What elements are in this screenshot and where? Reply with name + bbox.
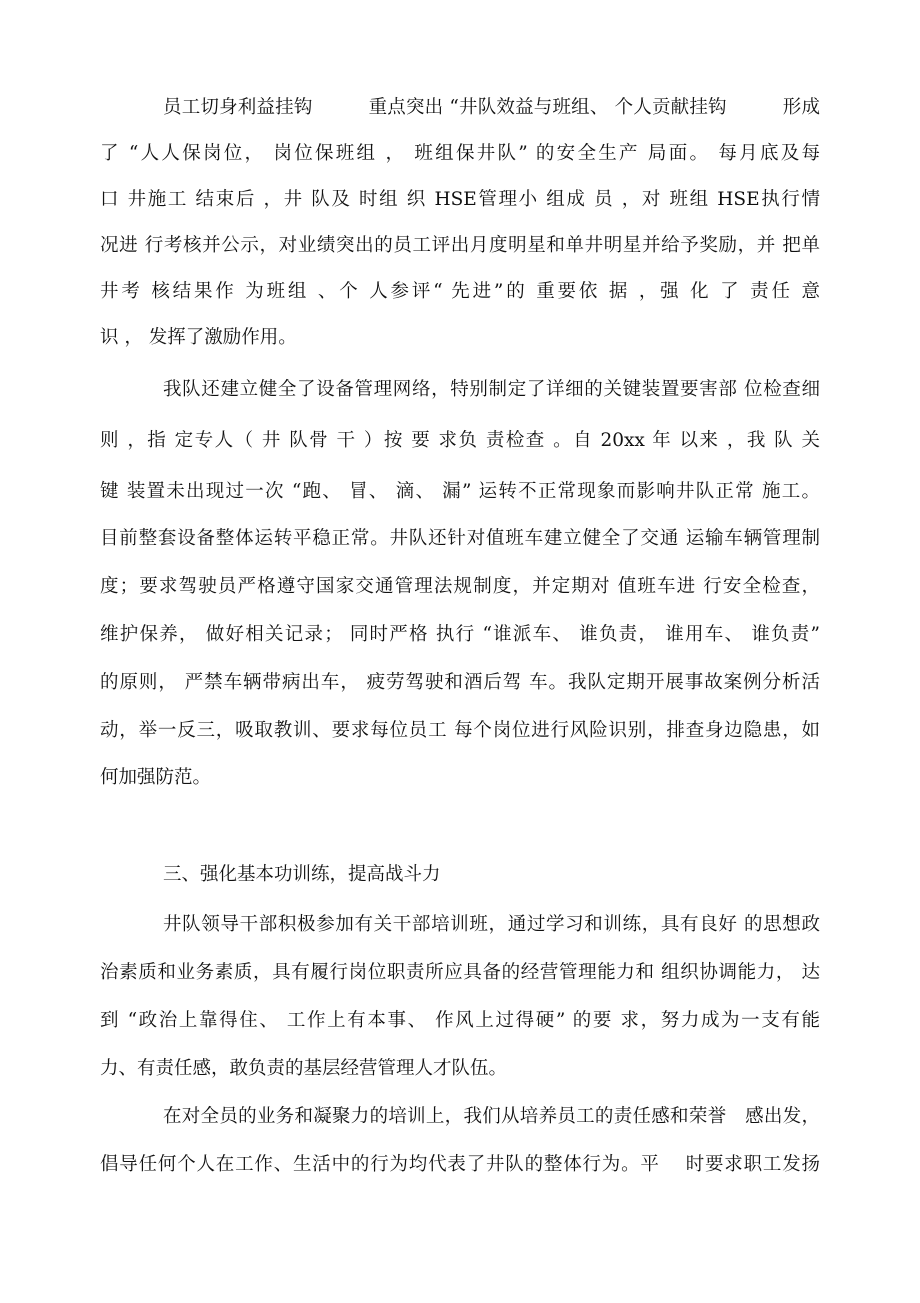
- section-heading: 三、强化基本功训练，提高战斗力: [163, 864, 441, 885]
- paragraph-3-line-4: 力、有责任感，敢负责的基层经营管理人才队伍。: [100, 1058, 508, 1079]
- paragraph-1-line-4: 况进 行考核并公示，对业绩突出的员工评出月度明星和单井明星并给予奖励，并 把单: [100, 235, 820, 256]
- paragraph-2-line-4: 目前整套设备整体运转平稳正常。井队还针对值班车建立健全了交通 运输车辆管理制: [100, 528, 820, 549]
- paragraph-2-line-2: 则 ，指 定专人（ 井 队骨 干 ）按 要 求负 责检查 。自 20xx 年 以来 ，我 队 关: [100, 430, 820, 451]
- paragraph-1-line-1: 员工切身利益挂钩 重点突出 “井队效益与班组、 个人贡献挂钩 形成: [163, 97, 820, 118]
- paragraph-1-line-3: 口 井施工 结束后 ，井 队及 时组 织 HSE管理小 组成 员 ，对 班组 HSE执行情: [100, 189, 820, 210]
- paragraph-1-line-2: 了 “人人保岗位， 岗位保班组 ， 班组保井队” 的安全生产 局面。 每月底及每: [100, 143, 820, 164]
- paragraph-2-line-7: 的原则， 严禁车辆带病出车， 疲劳驾驶和酒后驾 车。我队定期开展事故案例分析活: [100, 672, 820, 693]
- paragraph-2-line-9: 何加强防范。: [100, 767, 212, 788]
- paragraph-2-line-1: 我队还建立健全了设备管理网络，特别制定了详细的关键装置要害部 位检查细: [163, 379, 820, 400]
- paragraph-2-line-3: 键 装置未出现过一次 “跑、 冒、 滴、 漏” 运转不正常现象而影响井队正常 施工。: [100, 481, 820, 502]
- paragraph-2-line-6: 维护保养， 做好相关记录； 同时严格 执行 “谁派车、 谁负责， 谁用车、 谁负责”: [100, 624, 820, 645]
- paragraph-2-line-8: 动，举一反三，吸取教训、要求每位员工 每个岗位进行风险识别，排查身边隐患，如: [100, 720, 820, 741]
- paragraph-2-line-5: 度；要求驾驶员严格遵守国家交通管理法规制度，并定期对 值班车进 行安全检查，: [100, 576, 820, 597]
- paragraph-3-line-2: 治素质和业务素质，具有履行岗位职责所应具备的经营管理能力和 组织协调能力， 达: [100, 962, 820, 983]
- paragraph-4-line-1: 在对全员的业务和凝聚力的培训上，我们从培养员工的责任感和荣誉 感出发，: [163, 1106, 820, 1127]
- paragraph-1-line-5: 井考 核结果作 为班组 、个 人参评“ 先进”的 重要依 据 ，强 化 了 责任 意: [100, 281, 820, 302]
- paragraph-3-line-1: 井队领导干部积极参加有关干部培训班，通过学习和训练，具有良好 的思想政: [163, 914, 820, 935]
- paragraph-4-line-2: 倡导任何个人在工作、生活中的行为均代表了井队的整体行为。平 时要求职工发扬: [100, 1154, 820, 1175]
- paragraph-1-line-6: 识 ， 发挥了激励作用。: [100, 327, 297, 348]
- paragraph-3-line-3: 到 “政治上靠得住、 工作上有本事、 作风上过得硬” 的要 求，努力成为一支有能: [100, 1010, 820, 1031]
